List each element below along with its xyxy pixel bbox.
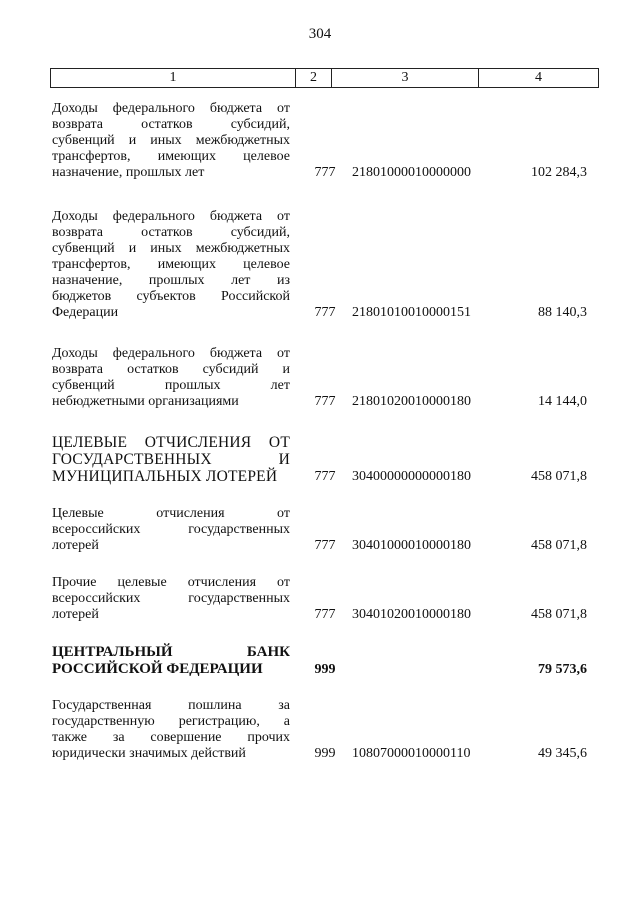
row-name-line: ЦЕНТРАЛЬНЫЙ БАНК xyxy=(52,644,290,660)
header-col-3: 3 xyxy=(332,69,479,87)
table-row xyxy=(0,474,640,554)
row-name-line: возврата остатков субсидий и xyxy=(52,362,290,377)
row-kbk-code: 21801000010000000 xyxy=(352,165,471,180)
table-row xyxy=(0,405,640,485)
row-amount: 458 071,8 xyxy=(531,469,587,484)
row-name-line: РОССИЙСКОЙ ФЕДЕРАЦИИ xyxy=(52,661,263,677)
table-row xyxy=(0,330,640,410)
row-name-line: ГОСУДАРСТВЕННЫХ И xyxy=(52,451,290,468)
page-number: 304 xyxy=(308,26,332,42)
row-amount: 88 140,3 xyxy=(538,305,587,320)
row-name-line: государственную регистрацию, а xyxy=(52,714,290,729)
row-kbk-code: 30401000010000180 xyxy=(352,538,471,553)
row-name-line: юридически значимых действий xyxy=(52,746,246,761)
row-admin-code: 999 xyxy=(314,746,336,761)
row-name-line: Доходы федерального бюджета от xyxy=(52,101,290,116)
row-name xyxy=(52,209,290,321)
row-name-line: субвенций прошлых лет xyxy=(52,378,290,393)
row-amount: 79 573,6 xyxy=(538,662,587,677)
row-name-line: также за совершение прочих xyxy=(52,730,290,745)
row-admin-code: 777 xyxy=(314,469,336,484)
row-name-line: Федерации xyxy=(52,305,119,320)
row-name-line: Целевые отчисления от xyxy=(52,506,290,521)
row-name-line: Государственная пошлина за xyxy=(52,698,290,713)
row-name-line: бюджетов субъектов Российской xyxy=(52,289,290,304)
row-name-line: назначение, прошлых лет xyxy=(52,165,205,180)
table-row xyxy=(0,682,640,762)
row-name-line: всероссийских государственных xyxy=(52,522,290,537)
row-name-line: лотерей xyxy=(52,538,99,553)
row-amount: 102 284,3 xyxy=(531,165,587,180)
row-name-line: всероссийских государственных xyxy=(52,591,290,606)
row-name xyxy=(52,644,290,678)
row-name-line: субвенций и иных межбюджетных xyxy=(52,133,290,148)
row-name-line: трансфертов, имеющих целевое xyxy=(52,257,290,272)
row-name-line: Доходы федерального бюджета от xyxy=(52,346,290,361)
row-kbk-code: 10807000010000110 xyxy=(352,746,471,761)
row-amount: 49 345,6 xyxy=(538,746,587,761)
row-name-line: Доходы федерального бюджета от xyxy=(52,209,290,224)
row-admin-code: 999 xyxy=(314,662,336,677)
row-admin-code: 777 xyxy=(314,607,336,622)
header-col-2: 2 xyxy=(296,69,332,87)
row-name-line: возврата остатков субсидий, xyxy=(52,225,290,240)
row-amount: 14 144,0 xyxy=(538,394,587,409)
header-col-4: 4 xyxy=(535,70,542,85)
row-kbk-code: 30401020010000180 xyxy=(352,607,471,622)
row-name-line: ЦЕЛЕВЫЕ ОТЧИСЛЕНИЯ ОТ xyxy=(52,434,290,451)
row-kbk-code: 30400000000000180 xyxy=(352,469,471,484)
row-name xyxy=(52,698,290,762)
row-admin-code: 777 xyxy=(314,538,336,553)
row-admin-code: 777 xyxy=(314,165,336,180)
row-name xyxy=(52,101,290,181)
row-name-line: субвенций и иных межбюджетных xyxy=(52,241,290,256)
row-kbk-code: 21801020010000180 xyxy=(352,394,471,409)
row-name xyxy=(52,346,290,410)
row-name-line: Прочие целевые отчисления от xyxy=(52,575,290,590)
row-name-line: лотерей xyxy=(52,607,99,622)
row-admin-code: 777 xyxy=(314,394,336,409)
row-name-line: МУНИЦИПАЛЬНЫХ ЛОТЕРЕЙ xyxy=(52,468,278,485)
table-row xyxy=(0,209,640,321)
header-col-1: 1 xyxy=(51,69,296,87)
row-kbk-code: 21801010010000151 xyxy=(352,305,471,320)
row-name-line: возврата остатков субсидий, xyxy=(52,117,290,132)
row-admin-code: 777 xyxy=(314,305,336,320)
table-row xyxy=(0,598,640,678)
table-header xyxy=(50,68,599,88)
table-row xyxy=(0,101,640,181)
row-name-line: трансфертов, имеющих целевое xyxy=(52,149,290,164)
row-name-line: небюджетными организациями xyxy=(52,394,239,409)
row-amount: 458 071,8 xyxy=(531,607,587,622)
row-name-line: назначение, прошлых лет из xyxy=(52,273,290,288)
row-amount: 458 071,8 xyxy=(531,538,587,553)
